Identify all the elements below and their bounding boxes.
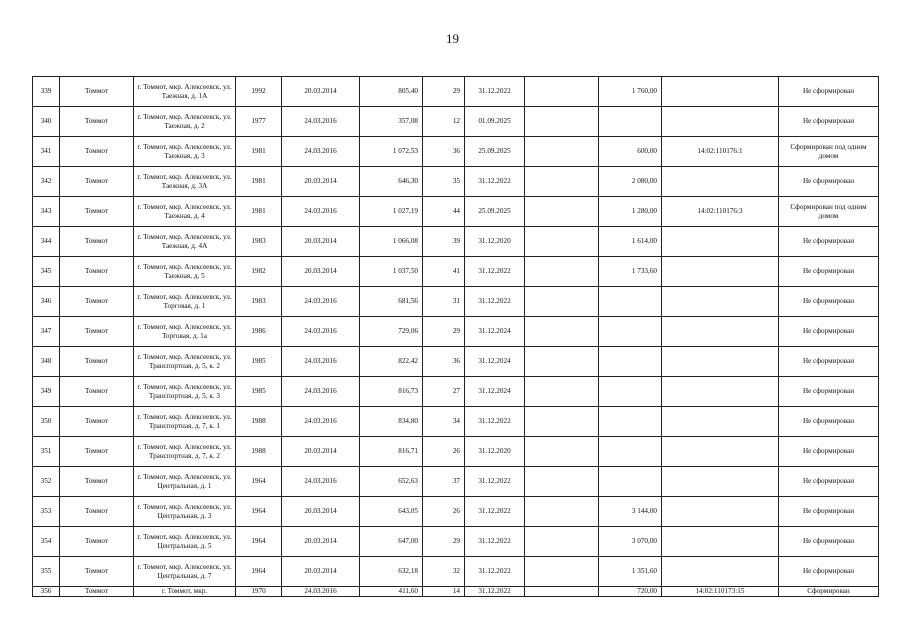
city-cell: Томмот bbox=[60, 107, 134, 137]
city-cell: Томмот bbox=[60, 137, 134, 167]
empty-cell bbox=[525, 77, 599, 107]
table-row bbox=[33, 467, 879, 497]
date-cell: 20.03.2014 bbox=[282, 257, 360, 287]
empty-cell bbox=[525, 527, 599, 557]
city-cell: Томмот bbox=[60, 497, 134, 527]
year-built-cell: 1981 bbox=[236, 137, 282, 167]
row-number-cell: 356 bbox=[33, 587, 60, 597]
year-built-cell: 1985 bbox=[236, 347, 282, 377]
address-cell: г. Томмот, мкр. Алексеевск, ул. Таежная, д. 4 bbox=[134, 197, 236, 227]
deadline-cell: 31.12.2022 bbox=[465, 77, 525, 107]
empty-cell bbox=[525, 347, 599, 377]
area-cell: 1 066,08 bbox=[360, 227, 423, 257]
area-cell: 681,56 bbox=[360, 287, 423, 317]
land-status-cell: Не сформирован bbox=[779, 527, 879, 557]
area-cell: 834,80 bbox=[360, 407, 423, 437]
year-built-cell: 1983 bbox=[236, 227, 282, 257]
cadastral-number-cell bbox=[662, 407, 779, 437]
date-cell: 20.03.2014 bbox=[282, 497, 360, 527]
row-number-cell: 349 bbox=[33, 377, 60, 407]
table-row bbox=[33, 527, 879, 557]
area-cell: 643,05 bbox=[360, 497, 423, 527]
address-cell: г. Томмот, мкр. Алексеевск, ул. Таежная, д. 3А bbox=[134, 167, 236, 197]
area-cell: 411,60 bbox=[360, 587, 423, 597]
cadastral-number-cell bbox=[662, 77, 779, 107]
table-row bbox=[33, 167, 879, 197]
empty-cell bbox=[525, 257, 599, 287]
row-number-cell: 346 bbox=[33, 287, 60, 317]
address-cell: г. Томмот, мкр. Алексеевск, ул. Транспортная, д. 7, к. 1 bbox=[134, 407, 236, 437]
year-built-cell: 1964 bbox=[236, 497, 282, 527]
table-row bbox=[33, 347, 879, 377]
cost-cell bbox=[599, 467, 662, 497]
cost-cell: 3 144,00 bbox=[599, 497, 662, 527]
deadline-cell: 31.12.2020 bbox=[465, 227, 525, 257]
row-number-cell: 347 bbox=[33, 317, 60, 347]
area-cell: 357,08 bbox=[360, 107, 423, 137]
cadastral-number-cell bbox=[662, 437, 779, 467]
address-cell: г. Томмот, мкр. Алексеевск, ул. Центральная, д. 7 bbox=[134, 557, 236, 587]
cadastral-number-cell bbox=[662, 227, 779, 257]
date-cell: 20.03.2014 bbox=[282, 557, 360, 587]
count-cell: 37 bbox=[423, 467, 465, 497]
empty-cell bbox=[525, 407, 599, 437]
table-row bbox=[33, 557, 879, 587]
date-cell: 24.03.2016 bbox=[282, 137, 360, 167]
area-cell: 1 027,19 bbox=[360, 197, 423, 227]
date-cell: 24.03.2016 bbox=[282, 407, 360, 437]
table-row bbox=[33, 407, 879, 437]
address-cell: г. Томмот, мкр. Алексеевск, ул. Таежная, д. 1А bbox=[134, 77, 236, 107]
table-row bbox=[33, 227, 879, 257]
land-status-cell: Не сформирован bbox=[779, 107, 879, 137]
deadline-cell: 31.12.2022 bbox=[465, 257, 525, 287]
year-built-cell: 1982 bbox=[236, 257, 282, 287]
count-cell: 26 bbox=[423, 437, 465, 467]
count-cell: 29 bbox=[423, 317, 465, 347]
land-status-cell: Сформирован под одним домом bbox=[779, 197, 879, 227]
deadline-cell: 31.12.2022 bbox=[465, 527, 525, 557]
count-cell: 35 bbox=[423, 167, 465, 197]
date-cell: 20.03.2014 bbox=[282, 437, 360, 467]
land-status-cell: Не сформирован bbox=[779, 227, 879, 257]
year-built-cell: 1964 bbox=[236, 467, 282, 497]
deadline-cell: 31.12.2022 bbox=[465, 497, 525, 527]
address-cell: г. Томмот, мкр. Алексеевск, ул. Таежная, д. 5 bbox=[134, 257, 236, 287]
empty-cell bbox=[525, 587, 599, 597]
deadline-cell: 25.09.2025 bbox=[465, 137, 525, 167]
empty-cell bbox=[525, 557, 599, 587]
area-cell: 729,06 bbox=[360, 317, 423, 347]
deadline-cell: 01.09.2025 bbox=[465, 107, 525, 137]
empty-cell bbox=[525, 197, 599, 227]
cost-cell bbox=[599, 377, 662, 407]
empty-cell bbox=[525, 317, 599, 347]
cost-cell bbox=[599, 107, 662, 137]
empty-cell bbox=[525, 377, 599, 407]
cadastral-number-cell bbox=[662, 317, 779, 347]
land-status-cell: Не сформирован bbox=[779, 557, 879, 587]
count-cell: 41 bbox=[423, 257, 465, 287]
land-status-cell: Сформирован bbox=[779, 587, 879, 597]
land-status-cell: Не сформирован bbox=[779, 287, 879, 317]
table-row bbox=[33, 587, 879, 597]
area-cell: 647,00 bbox=[360, 527, 423, 557]
area-cell: 1 037,50 bbox=[360, 257, 423, 287]
cadastral-number-cell bbox=[662, 167, 779, 197]
date-cell: 24.03.2016 bbox=[282, 467, 360, 497]
row-number-cell: 348 bbox=[33, 347, 60, 377]
land-status-cell: Не сформирован bbox=[779, 167, 879, 197]
row-number-cell: 340 bbox=[33, 107, 60, 137]
city-cell: Томмот bbox=[60, 527, 134, 557]
area-cell: 646,30 bbox=[360, 167, 423, 197]
cadastral-number-cell bbox=[662, 257, 779, 287]
count-cell: 44 bbox=[423, 197, 465, 227]
land-status-cell: Не сформирован bbox=[779, 77, 879, 107]
row-number-cell: 355 bbox=[33, 557, 60, 587]
year-built-cell: 1988 bbox=[236, 437, 282, 467]
date-cell: 24.03.2016 bbox=[282, 347, 360, 377]
row-number-cell: 354 bbox=[33, 527, 60, 557]
deadline-cell: 31.12.2020 bbox=[465, 437, 525, 467]
row-number-cell: 351 bbox=[33, 437, 60, 467]
address-cell: г. Томмот, мкр. Алексеевск, ул. Таежная, д. 2 bbox=[134, 107, 236, 137]
cost-cell bbox=[599, 287, 662, 317]
date-cell: 24.03.2016 bbox=[282, 587, 360, 597]
city-cell: Томмот bbox=[60, 467, 134, 497]
empty-cell bbox=[525, 107, 599, 137]
land-status-cell: Не сформирован bbox=[779, 347, 879, 377]
deadline-cell: 31.12.2024 bbox=[465, 377, 525, 407]
count-cell: 26 bbox=[423, 497, 465, 527]
city-cell: Томмот bbox=[60, 287, 134, 317]
address-cell: г. Томмот, мкр. bbox=[134, 587, 236, 597]
empty-cell bbox=[525, 227, 599, 257]
table-row bbox=[33, 377, 879, 407]
deadline-cell: 31.12.2022 bbox=[465, 587, 525, 597]
cadastral-number-cell: 14:02:110176:3 bbox=[662, 197, 779, 227]
date-cell: 24.03.2016 bbox=[282, 317, 360, 347]
deadline-cell: 31.12.2024 bbox=[465, 347, 525, 377]
table-body bbox=[33, 77, 879, 597]
cost-cell: 1 760,00 bbox=[599, 77, 662, 107]
cadastral-number-cell bbox=[662, 467, 779, 497]
table-row bbox=[33, 437, 879, 467]
row-number-cell: 342 bbox=[33, 167, 60, 197]
deadline-cell: 31.12.2022 bbox=[465, 407, 525, 437]
table-row bbox=[33, 77, 879, 107]
land-status-cell: Не сформирован bbox=[779, 407, 879, 437]
cost-cell bbox=[599, 407, 662, 437]
deadline-cell: 31.12.2022 bbox=[465, 467, 525, 497]
year-built-cell: 1988 bbox=[236, 407, 282, 437]
land-status-cell: Не сформирован bbox=[779, 467, 879, 497]
cadastral-number-cell bbox=[662, 347, 779, 377]
row-number-cell: 344 bbox=[33, 227, 60, 257]
area-cell: 652,63 bbox=[360, 467, 423, 497]
date-cell: 20.03.2014 bbox=[282, 227, 360, 257]
deadline-cell: 31.12.2024 bbox=[465, 317, 525, 347]
count-cell: 36 bbox=[423, 137, 465, 167]
cadastral-number-cell bbox=[662, 497, 779, 527]
city-cell: Томмот bbox=[60, 317, 134, 347]
row-number-cell: 339 bbox=[33, 77, 60, 107]
count-cell: 12 bbox=[423, 107, 465, 137]
city-cell: Томмот bbox=[60, 167, 134, 197]
land-status-cell: Сформирован под одним домом bbox=[779, 137, 879, 167]
empty-cell bbox=[525, 467, 599, 497]
cost-cell: 1 351,60 bbox=[599, 557, 662, 587]
cadastral-number-cell bbox=[662, 377, 779, 407]
area-cell: 1 072,53 bbox=[360, 137, 423, 167]
count-cell: 29 bbox=[423, 527, 465, 557]
year-built-cell: 1992 bbox=[236, 77, 282, 107]
cadastral-number-cell: 14:02:110176:1 bbox=[662, 137, 779, 167]
count-cell: 29 bbox=[423, 77, 465, 107]
table-row bbox=[33, 197, 879, 227]
row-number-cell: 345 bbox=[33, 257, 60, 287]
cost-cell bbox=[599, 347, 662, 377]
date-cell: 24.03.2016 bbox=[282, 287, 360, 317]
table-row bbox=[33, 317, 879, 347]
cadastral-number-cell bbox=[662, 527, 779, 557]
address-cell: г. Томмот, мкр. Алексеевск, ул. Транспортная, д. 5, к. 3 bbox=[134, 377, 236, 407]
deadline-cell: 31.12.2022 bbox=[465, 557, 525, 587]
date-cell: 24.03.2016 bbox=[282, 197, 360, 227]
cadastral-number-cell bbox=[662, 287, 779, 317]
year-built-cell: 1964 bbox=[236, 527, 282, 557]
city-cell: Томмот bbox=[60, 227, 134, 257]
year-built-cell: 1981 bbox=[236, 167, 282, 197]
empty-cell bbox=[525, 437, 599, 467]
cost-cell bbox=[599, 437, 662, 467]
year-built-cell: 1964 bbox=[236, 557, 282, 587]
cost-cell: 1 280,00 bbox=[599, 197, 662, 227]
area-cell: 805,40 bbox=[360, 77, 423, 107]
row-number-cell: 350 bbox=[33, 407, 60, 437]
address-cell: г. Томмот, мкр. Алексеевск, ул. Торговая, д. 1 bbox=[134, 287, 236, 317]
count-cell: 31 bbox=[423, 287, 465, 317]
address-cell: г. Томмот, мкр. Алексеевск, ул. Торговая, д. 1а bbox=[134, 317, 236, 347]
count-cell: 32 bbox=[423, 557, 465, 587]
date-cell: 20.03.2014 bbox=[282, 77, 360, 107]
cost-cell: 720,00 bbox=[599, 587, 662, 597]
date-cell: 24.03.2016 bbox=[282, 377, 360, 407]
count-cell: 27 bbox=[423, 377, 465, 407]
city-cell: Томмот bbox=[60, 377, 134, 407]
registry-table bbox=[32, 76, 879, 597]
year-built-cell: 1985 bbox=[236, 377, 282, 407]
address-cell: г. Томмот, мкр. Алексеевск, ул. Таежная, д. 4А bbox=[134, 227, 236, 257]
cost-cell: 600,00 bbox=[599, 137, 662, 167]
empty-cell bbox=[525, 497, 599, 527]
address-cell: г. Томмот, мкр. Алексеевск, ул. Транспортная, д. 5, к. 2 bbox=[134, 347, 236, 377]
table-row bbox=[33, 107, 879, 137]
land-status-cell: Не сформирован bbox=[779, 377, 879, 407]
table-row bbox=[33, 257, 879, 287]
deadline-cell: 31.12.2022 bbox=[465, 167, 525, 197]
address-cell: г. Томмот, мкр. Алексеевск, ул. Центральная, д. 5 bbox=[134, 527, 236, 557]
row-number-cell: 341 bbox=[33, 137, 60, 167]
address-cell: г. Томмот, мкр. Алексеевск, ул. Центральная, д. 1 bbox=[134, 467, 236, 497]
count-cell: 36 bbox=[423, 347, 465, 377]
page-number: 19 bbox=[446, 31, 459, 46]
area-cell: 822,42 bbox=[360, 347, 423, 377]
table-row bbox=[33, 497, 879, 527]
area-cell: 816,71 bbox=[360, 437, 423, 467]
city-cell: Томмот bbox=[60, 257, 134, 287]
year-built-cell: 1986 bbox=[236, 317, 282, 347]
deadline-cell: 25.09.2025 bbox=[465, 197, 525, 227]
date-cell: 20.03.2014 bbox=[282, 167, 360, 197]
city-cell: Томмот bbox=[60, 197, 134, 227]
land-status-cell: Не сформирован bbox=[779, 257, 879, 287]
empty-cell bbox=[525, 167, 599, 197]
row-number-cell: 343 bbox=[33, 197, 60, 227]
cost-cell: 1 614,00 bbox=[599, 227, 662, 257]
row-number-cell: 353 bbox=[33, 497, 60, 527]
cost-cell: 1 733,60 bbox=[599, 257, 662, 287]
year-built-cell: 1983 bbox=[236, 287, 282, 317]
count-cell: 34 bbox=[423, 407, 465, 437]
address-cell: г. Томмот, мкр. Алексеевск, ул. Таежная, д. 3 bbox=[134, 137, 236, 167]
empty-cell bbox=[525, 137, 599, 167]
area-cell: 816,73 bbox=[360, 377, 423, 407]
cost-cell: 3 070,00 bbox=[599, 527, 662, 557]
year-built-cell: 1970 bbox=[236, 587, 282, 597]
city-cell: Томмот bbox=[60, 347, 134, 377]
address-cell: г. Томмот, мкр. Алексеевск, ул. Транспортная, д. 7, к. 2 bbox=[134, 437, 236, 467]
table-row bbox=[33, 137, 879, 167]
cost-cell bbox=[599, 317, 662, 347]
date-cell: 24.03.2016 bbox=[282, 107, 360, 137]
cadastral-number-cell bbox=[662, 107, 779, 137]
land-status-cell: Не сформирован bbox=[779, 497, 879, 527]
table-row bbox=[33, 287, 879, 317]
year-built-cell: 1977 bbox=[236, 107, 282, 137]
city-cell: Томмот bbox=[60, 77, 134, 107]
city-cell: Томмот bbox=[60, 407, 134, 437]
deadline-cell: 31.12.2022 bbox=[465, 287, 525, 317]
empty-cell bbox=[525, 287, 599, 317]
area-cell: 632,18 bbox=[360, 557, 423, 587]
land-status-cell: Не сформирован bbox=[779, 317, 879, 347]
count-cell: 39 bbox=[423, 227, 465, 257]
city-cell: Томмот bbox=[60, 587, 134, 597]
cadastral-number-cell bbox=[662, 557, 779, 587]
date-cell: 20.03.2014 bbox=[282, 527, 360, 557]
row-number-cell: 352 bbox=[33, 467, 60, 497]
count-cell: 14 bbox=[423, 587, 465, 597]
address-cell: г. Томмот, мкр. Алексеевск, ул. Центральная, д. 3 bbox=[134, 497, 236, 527]
cadastral-number-cell: 14:02:110173:15 bbox=[662, 587, 779, 597]
land-status-cell: Не сформирован bbox=[779, 437, 879, 467]
cost-cell: 2 080,00 bbox=[599, 167, 662, 197]
city-cell: Томмот bbox=[60, 557, 134, 587]
year-built-cell: 1981 bbox=[236, 197, 282, 227]
city-cell: Томмот bbox=[60, 437, 134, 467]
